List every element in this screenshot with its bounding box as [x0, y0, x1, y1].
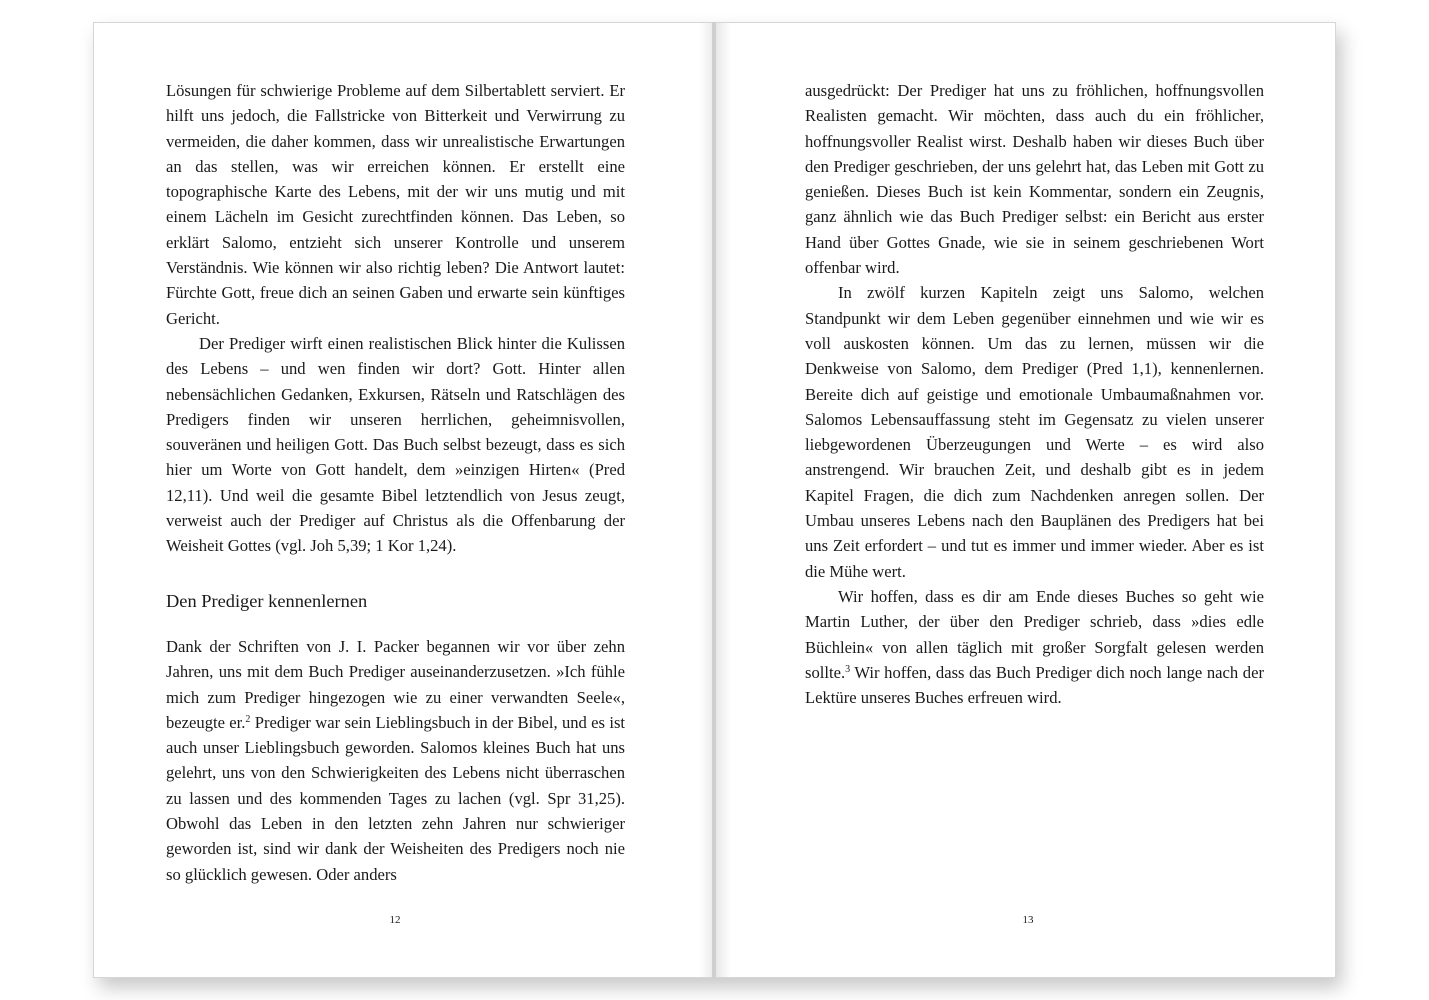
paragraph-text: Dank der Schriften von J. I. Packer begannen wir vor über zehn Jahren, uns mit dem Buch Prediger auseinanderzusetzen. »Ich fühle mich zum Prediger hingezogen wie zu einer verwandten Seele«, bezeugte er. — [166, 636, 625, 732]
book-gutter — [712, 22, 716, 978]
footnote-reference: 2 — [245, 713, 251, 725]
paragraph — [805, 584, 1264, 710]
paragraph — [166, 634, 625, 887]
left-page-text — [166, 78, 625, 887]
paragraph: In zwölf kurzen Kapiteln zeigt uns Salomo, welchen Standpunkt wir dem Leben gegenüber einnehmen und wie wir es voll auskosten können. Um das zu lernen, müssen wir die Denkweise von Salomo, dem Prediger (Pred 1,1), kennenlernen. Bereite dich auf geistige und emotionale Umbaumaßnahmen vor. Salomos Lebensauffassung steht im Gegensatz zu vielen unserer liebgewordenen Überzeugungen und Werte – es wird also anstrengend. Wir brauchen Zeit, und deshalb gibt es in jedem Kapitel Fragen, die dich zum Nachdenken anregen sollen. Der Umbau unseres Lebens nach den Bauplänen des Predigers hat bei uns Zeit erfordert – und tut es immer und immer wieder. Aber es ist die Mühe wert. — [805, 283, 1264, 581]
footnote-reference: 3 — [845, 663, 851, 675]
section-heading: Den Prediger kennenlernen — [166, 590, 368, 611]
page-number: 12 — [389, 914, 401, 926]
left-page — [93, 22, 714, 978]
right-page-text — [805, 78, 1264, 710]
book-spread — [93, 22, 1336, 978]
right-page — [714, 22, 1336, 978]
paragraph-text: Wir hoffen, dass das Buch Prediger dich noch lange nach der Lektüre unseres Buches erfreuen wird. — [805, 662, 1264, 708]
paragraph: Der Prediger wirft einen realistischen Blick hinter die Kulissen des Lebens – und wen finden wir dort? Gott. Hinter allen nebensächlichen Gedanken, Exkursen, Rätseln und Ratschlägen des Predigers finden wir unseren herrlichen, geheimnisvollen, souveränen und heiligen Gott. Das Buch selbst bezeugt, dass es sich hier um Worte von Gott handelt, dem »einzigen Hirten« (Pred 12,11). Und weil die gesamte Bibel letztendlich von Jesus zeugt, verweist auch der Prediger auf Christus als die Offenbarung der Weisheit Gottes (vgl. Joh 5,39; 1 Kor 1,24). — [166, 333, 625, 556]
paragraph: Lösungen für schwierige Probleme auf dem Silbertablett serviert. Er hilft uns jedoch, die Fallstricke von Bitterkeit und Verwirrung zu vermeiden, die daher kommen, dass wir unrealistische Erwartungen an das stellen, was wir erreichen können. Er erstellt eine topographische Karte des Lebens, mit der wir uns mutig und mit einem Lächeln im Gesicht zurechtfinden können. Das Leben, so erklärt Salomo, entzieht sich unserer Kontrolle und unserem Verständnis. Wie können wir also richtig leben? Die Antwort lautet: Fürchte Gott, freue dich an seinen Gaben und erwarte sein künftiges Gericht. — [166, 81, 625, 328]
paragraph-text: Prediger war sein Lieblingsbuch in der Bibel, und es ist auch unser Lieblingsbuch geworden. Salomos kleines Buch hat uns gelehrt, uns von den Schwierigkeiten des Lebens nicht überraschen zu lassen und des kommenden Tages zu lachen (vgl. Spr 31,25). Obwohl das Leben in den letzten zehn Jahren nur schwieriger geworden ist, sind wir dank der Weisheiten des Predigers noch nie so glücklich gewesen. Oder anders — [166, 712, 626, 884]
page-number: 13 — [1022, 914, 1034, 926]
paragraph: ausgedrückt: Der Prediger hat uns zu fröhlichen, hoffnungsvollen Realisten gemacht. Wir möchten, dass auch du ein fröhlicher, hoffnungsvoller Realist wirst. Deshalb haben wir dieses Buch über den Prediger geschrieben, der uns gelehrt hat, das Leben mit Gott zu genießen. Dieses Buch ist kein Kommentar, sondern ein Zeugnis, ganz ähnlich wie das Buch Prediger selbst: ein Bericht aus erster Hand über Gottes Gnade, wie sie in seinem geschriebenen Wort offenbar wird. — [805, 81, 1264, 278]
paragraph-text: Wir hoffen, dass es dir am Ende dieses Buches so geht wie Martin Luther, der über den Prediger schrieb, dass »dies edle Büchlein« von allen täglich mit großer Sorgfalt gelesen werden sollte. — [805, 586, 1264, 682]
